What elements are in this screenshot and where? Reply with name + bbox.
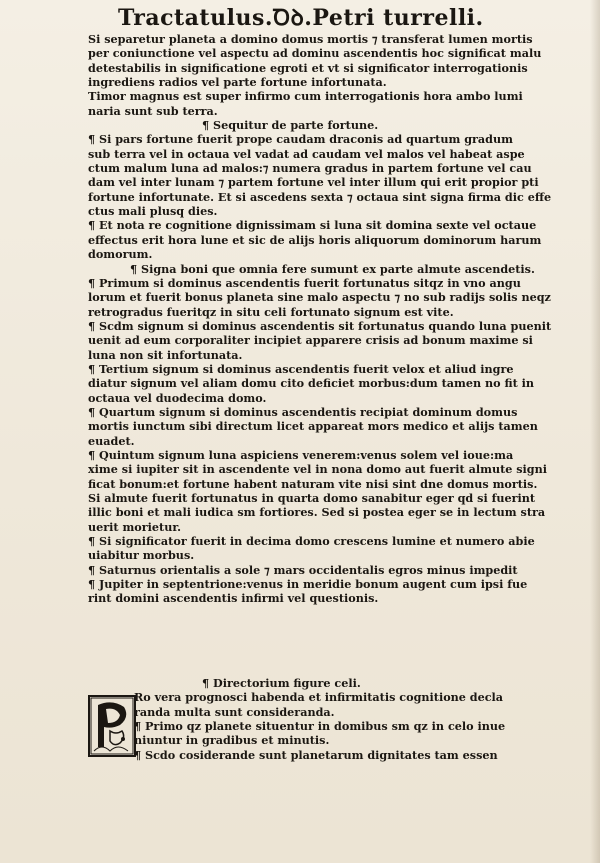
text-line: diatur signum vel aliam domu cito deficiet morbus:dum tamen no fit in	[88, 376, 535, 391]
text-line: effectus erit hora lune et sic de alijs horis aliquorum dominorum harum	[88, 232, 542, 247]
text-line: fortune infortunate. Et si ascedens sexta ⁊ octaua sint signa firma dic effe	[88, 189, 552, 204]
text-line: rint domini ascendentis infirmi vel questionis.	[88, 591, 379, 606]
text-line: dam vel inter lunam ⁊ partem fortune vel inter illum qui erit propior pti	[88, 175, 539, 190]
text-line: ¶ Et nota re cognitione dignissimam si luna sit domina sexte vel octaue	[88, 218, 537, 233]
lower-text-line: randa multa sunt consideranda.	[134, 704, 335, 719]
text-line: ¶ Si significator fuerit in decima domo crescens lumine et numero abie	[88, 534, 535, 549]
lower-text-line: ¶ Directorium figure celi.	[202, 676, 361, 690]
text-line: ¶ Quartum signum si dominus ascendentis recipiat dominum domus	[88, 404, 518, 419]
text-line: lorum et fuerit bonus planeta sine malo aspectu ⁊ no sub radijs solis neqz	[88, 290, 551, 305]
text-line: xime si iupiter sit in ascendente vel in nona domo aut fuerit almute signi	[88, 462, 548, 477]
text-line: per coniunctione vel aspectu ad dominu ascendentis hoc significat malu	[88, 46, 542, 61]
text-line: ¶ Primum si dominus ascendentis fuerit fortunatus sitqz in vno angu	[88, 275, 521, 290]
text-line: euadet.	[88, 433, 135, 448]
text-line: ¶ Scdm signum si dominus ascendentis sit fortunatus quando luna puenit	[88, 318, 552, 333]
text-line: ¶ Jupiter in septentrione:venus in meridie bonum augent cum ipsi fue	[88, 577, 528, 592]
text-line: illic boni et mali iudica sm fortiores. Sed si postea eger se in lectum stra	[88, 505, 546, 520]
text-line: ctus mali plusq dies.	[88, 204, 218, 219]
upper-text-block	[88, 32, 558, 606]
lower-text-line: ¶ Primo qz planete situentur in domibus sm qz in celo inue	[134, 719, 506, 734]
text-line: ¶ Tertium signum si dominus ascendentis fuerit velox et aliud ingre	[88, 361, 514, 376]
text-line: ¶ Signa boni que omnia fere sumunt ex parte almute ascendetis.	[130, 261, 535, 276]
text-line: ¶ Si pars fortune fuerit prope caudam draconis ad quartum gradum	[88, 132, 513, 147]
text-line: ¶ Sequitur de parte fortune.	[202, 118, 379, 133]
text-line: ingrediens radios vel parte fortune infortunata.	[88, 75, 387, 90]
text-line: ficat bonum:et fortune habent naturam vite nisi sint dne domus mortis.	[88, 476, 538, 491]
text-line: ¶ Saturnus orientalis a sole ⁊ mars occidentalis egros minus impedit	[88, 562, 518, 577]
text-line: detestabilis in significatione egroti et vt si significator interrogationis	[88, 60, 528, 75]
text-line: naria sunt sub terra.	[88, 103, 218, 118]
page-edge-shadow	[590, 0, 600, 863]
text-line: retrogradus fueritqz in situ celi fortunato signum est vite.	[88, 304, 454, 319]
running-head: Tractatulus.Ꝺꝺ.Petri turrelli.	[118, 5, 484, 31]
text-line: octaua vel duodecima domo.	[88, 390, 267, 405]
text-line: Si almute fuerit fortunatus in quarta domo sanabitur eger qd si fuerint	[88, 491, 536, 505]
text-line: luna non sit infortunata.	[88, 347, 243, 362]
text-line: ctum malum luna ad malos:⁊ numera gradus in partem fortune vel cau	[88, 161, 532, 176]
text-line: Si separetur planeta a domino domus mortis ⁊ transferat lumen mortis	[88, 32, 533, 46]
text-line: domorum.	[88, 247, 153, 262]
lower-text-block	[88, 676, 558, 762]
text-line: uenit ad eum corporaliter incipiet apparere crisis ad bonum maxime si	[88, 333, 533, 348]
text-line: uiabitur morbus.	[88, 548, 195, 563]
text-line: ¶ Quintum signum luna aspiciens venerem:venus solem vel ioue:ma	[88, 447, 514, 462]
lower-text-line: niuntur in gradibus et minutis.	[134, 733, 330, 748]
text-line: Timor magnus est super infirmo cum interrogationis hora ambo lumi	[88, 89, 523, 104]
text-line: sub terra vel in octaua vel vadat ad caudam vel malos vel habeat aspe	[88, 146, 525, 161]
text-line: uerit morietur.	[88, 519, 182, 534]
lower-text-line: Ro vera prognosci habenda et infirmitatis cognitione decla	[134, 690, 504, 705]
lower-text-line: ¶ Scdo cosiderande sunt planetarum dignitates tam essen	[134, 747, 498, 762]
text-line: mortis iunctum sibi directum licet appareat mors medico et alijs tamen	[88, 419, 538, 434]
